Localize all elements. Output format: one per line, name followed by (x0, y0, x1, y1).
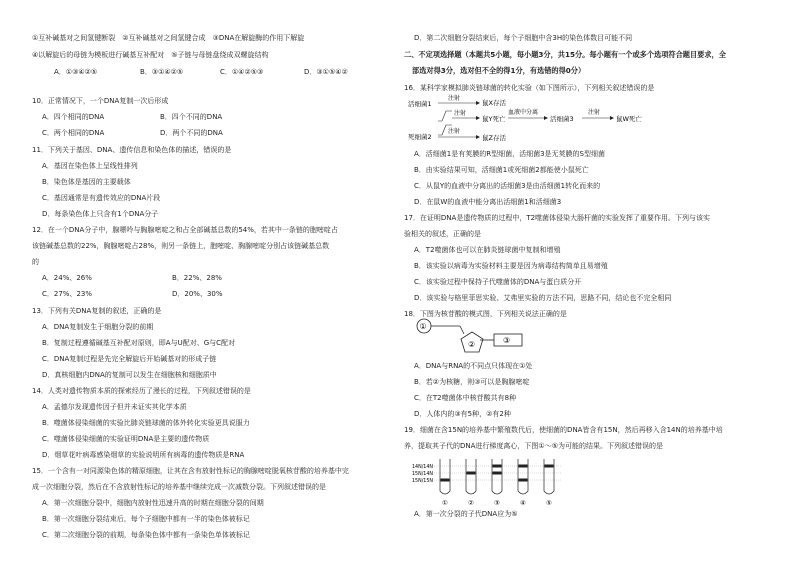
inject-label-4: 注射 (448, 128, 461, 135)
q13-stem: 13．下列有关DNA复制的叙述，正确的是 (32, 307, 162, 315)
q15-option-d[interactable]: D．第二次细胞分裂结束后，每个子细胞中含3H的染色体数目可能不同 (414, 34, 633, 42)
q11-option-d[interactable]: D．每条染色体上只含有1个DNA分子 (42, 210, 159, 218)
q12-option-d[interactable]: D．20%、30% (172, 290, 223, 298)
q17-option-b[interactable]: B．该实验以病毒为实验材料主要是因为病毒结构简单且易增殖 (414, 262, 608, 270)
q19-stem-line2: 养，提取其子代的DNA进行梯度离心，下图①～⑤为可能的结果。下列叙述错误的是 (404, 442, 663, 450)
q12-option-a[interactable]: A．24%、26% (42, 274, 92, 282)
base-label: ③ (503, 336, 511, 345)
q14-option-d[interactable]: D．烟草花叶病毒感染烟草的实验说明所有病毒的遗传物质是RNA (42, 451, 245, 459)
q11-option-b[interactable]: B．染色体是基因的主要载体 (42, 178, 131, 186)
q10-option-a[interactable]: A．四个相同的DNA (42, 113, 105, 121)
q12-stem-line2: 该链碱基总数的22%，胸腺嘧啶占28%，则另一条链上，胞嘧啶、胸腺嘧啶分别占该链碱基总数 (32, 242, 330, 250)
q15-stem-line1: 15．一个含有一对同源染色体的精原细胞，让其在含有放射性标记的胸腺嘧啶脱氧核苷酸的培养基中完 (32, 467, 349, 475)
q9-option-d[interactable]: D．③①⑤④② (304, 68, 348, 76)
q18-option-c[interactable]: C．在T2噬菌体中核苷酸共有8种 (414, 394, 517, 402)
q15-option-b[interactable]: B．第一次细胞分裂结束后，每个子细胞中都有一半的染色体被标记 (42, 515, 250, 523)
q14-stem: 14．人类对遗传物质本质的探索经历了漫长的过程，下列叙述错误的是 (32, 387, 251, 395)
tube-label-3: ③ (494, 499, 500, 507)
mouse-x-label: 鼠X存活 (482, 99, 506, 107)
bond-1b (460, 326, 464, 334)
q9-option-a[interactable]: A．①③④②⑤ (54, 68, 98, 76)
q13-option-d[interactable]: D．真核细胞内DNA的复制可以发生在细胞核和细胞质中 (42, 371, 217, 379)
live-bacteria-3-label: 活细菌3 (550, 115, 574, 123)
q14-option-b[interactable]: B．噬菌体侵染细菌的实验比肺炎链球菌的体外转化实验更具说服力 (42, 419, 250, 427)
mouse-w-label: 鼠W死亡 (616, 115, 642, 123)
inject-label-3: 注射 (588, 109, 601, 116)
centrifuge-tubes (412, 455, 582, 507)
dead-bacteria-2-label: 死细菌2 (408, 133, 432, 141)
tube-3 (492, 459, 502, 494)
q9-option-b[interactable]: B．③①④②⑤ (140, 68, 184, 76)
live-bacteria-1-label: 活细菌1 (408, 100, 432, 108)
tube-5 (544, 459, 554, 494)
section2-heading-line1: 二、不定项选择题（本题共5小题，每小题3分，共15分。每小题有一个或多个选项符合题目要求，全 (404, 50, 726, 59)
q17-option-d[interactable]: D．该实验与格里菲思实验、艾弗里实验的方法不同，思路不同，结论也不完全相同 (414, 294, 672, 302)
q10-option-b[interactable]: B．四个不同的DNA (160, 113, 223, 121)
arrow-5-head (476, 135, 480, 139)
q11-option-a[interactable]: A．基因在染色体上呈线性排列 (42, 162, 138, 170)
q17-option-c[interactable]: C．该实验过程中保持子代噬菌体的DNA与蛋白质分开 (414, 278, 582, 286)
q9-statement-line2: ④以解旋后的母链为模板进行碱基互补配对 ⑤子链与母链盘绕成双螺旋结构 (32, 51, 269, 59)
tube-2 (466, 459, 476, 494)
tube-1 (440, 459, 450, 494)
nucleotide-diagram (414, 318, 534, 358)
q9-statement-line1: ①互补碱基对之间氢键断裂 ②互补碱基对之间氢键合成 ③DNA在解旋酶的作用下解旋 (32, 34, 305, 42)
q17-stem-line1: 17．在证明DNA是遗传物质的过程中，T2噬菌体侵染大肠杆菌的实验发挥了重要作用。下列与该实 (404, 214, 711, 222)
q18-stem: 18．下图为核苷酸的模式图，下列相关说法正确的是 (404, 310, 567, 318)
tube-label-5: ⑤ (546, 499, 552, 507)
q18-option-a[interactable]: A．DNA与RNA的不同点只体现在①处 (414, 362, 533, 370)
q10-stem: 10．正常情况下，一个DNA复制一次后形成 (32, 97, 169, 105)
tube-4 (518, 459, 528, 494)
q14-option-a[interactable]: A．孟德尔发现遗传因子但并未证实其化学本质 (42, 403, 187, 411)
q9-option-c[interactable]: C．①④②⑤③ (220, 68, 264, 76)
arrow-2-head (476, 116, 480, 120)
q12-option-b[interactable]: B．22%、28% (172, 274, 222, 282)
section2-heading-line2: 部选对得3分，选对但不全的得1分，有选错的得0分） (412, 66, 586, 75)
separate-label: 血液中分离 (508, 109, 539, 116)
q12-stem-line1: 12．在一个DNA分子中，腺嘌呤与胸腺嘧啶之和占全部碱基总数的54%，若其中一条链的胞嘧啶占 (32, 226, 338, 234)
inject-label-1: 注射 (448, 95, 461, 102)
q14-option-c[interactable]: C．噬菌体侵染细菌的实验证明DNA是主要的遗传物质 (42, 435, 210, 443)
phosphate-label: ① (419, 322, 427, 331)
q18-option-b[interactable]: B．若②为核糖，则③可以是胸腺嘧啶 (414, 378, 530, 386)
q16-option-d[interactable]: D．在鼠W的血液中能分离出活细菌1和活细菌3 (414, 198, 562, 206)
q11-option-c[interactable]: C．基因通常是有遗传效应的DNA片段 (42, 194, 161, 202)
q10-option-d[interactable]: D．两个不同的DNA (160, 129, 223, 137)
q16-option-b[interactable]: B．由实验结果可知，活细菌1或死细菌2都能使小鼠死亡 (414, 166, 589, 174)
sugar-label: ② (468, 340, 476, 349)
q15-option-a[interactable]: A．第一次细胞分裂中，细胞内放射性迅速升高的时期在细胞分裂的间期 (42, 499, 264, 507)
q16-option-a[interactable]: A．活细菌1是有荚膜的R型细菌，活细菌3是无荚膜的S型细菌 (414, 150, 606, 158)
q19-stem-line1: 19．细菌在含15N的培养基中繁殖数代后，使细菌的DNA皆含有15N，然后再移入含14N的培养基中培 (404, 426, 723, 434)
arrow-3-head (544, 116, 548, 120)
q13-option-b[interactable]: B．复制过程遵循碱基互补配对原则，即A与U配对、G与C配对 (42, 339, 236, 347)
q15-stem-line2: 成一次细胞分裂，然后在不含放射性标记的培养基中继续完成一次减数分裂。下列叙述错误的是 (32, 483, 326, 491)
q13-option-a[interactable]: A．DNA复制发生于细胞分裂的前期 (42, 323, 154, 331)
q13-option-c[interactable]: C．DNA复制过程是先完全解旋后开始碱基对的形成子链 (42, 355, 217, 363)
tube-ylabel-heavy: 15N/15N (412, 479, 434, 484)
q16-option-c[interactable]: C．从鼠Y的血液中分离出的活细菌3是由活细菌1转化而来的 (414, 182, 601, 190)
q19-option-a[interactable]: A．第一次分裂的子代DNA应为⑤ (414, 510, 518, 518)
mouse-y-label: 鼠Y死亡 (482, 115, 506, 123)
join-top (438, 111, 452, 121)
tube-label-2: ② (468, 499, 474, 507)
q12-option-c[interactable]: C．27%、23% (42, 290, 93, 298)
tube-ylabel-hybrid: 15N/14N (412, 472, 434, 477)
q11-stem: 11．下列关于基因、DNA、遗传信息和染色体的描述，错误的是 (32, 146, 232, 154)
mouse-z-label: 鼠Z存活 (482, 134, 506, 142)
q15-option-c[interactable]: C．第二次细胞分裂的前期，每条染色体中都有一条染色单体被标记 (42, 531, 250, 539)
transformation-diagram (404, 93, 704, 145)
inject-label-2: 注射 (454, 110, 467, 117)
tube-label-4: ④ (520, 499, 526, 507)
q18-option-d[interactable]: D．人体内的③有5种，②有2种 (414, 410, 511, 418)
q17-stem-line2: 验相关的叙述，正确的是 (404, 230, 481, 238)
q17-option-a[interactable]: A．T2噬菌体也可以在肺炎链球菌中复制和增殖 (414, 246, 561, 254)
arrow-4-head (610, 116, 614, 120)
q10-option-c[interactable]: C．两个相同的DNA (42, 129, 105, 137)
q16-stem: 16．某科学家模拟肺炎链球菌的转化实验（如下图所示），下列相关叙述错误的是 (404, 84, 655, 92)
q12-stem-line3: 的 (32, 258, 39, 266)
tube-label-1: ① (442, 499, 448, 507)
arrow-1-head (476, 101, 480, 105)
tube-ylabel-light: 14N/14N (412, 465, 434, 470)
